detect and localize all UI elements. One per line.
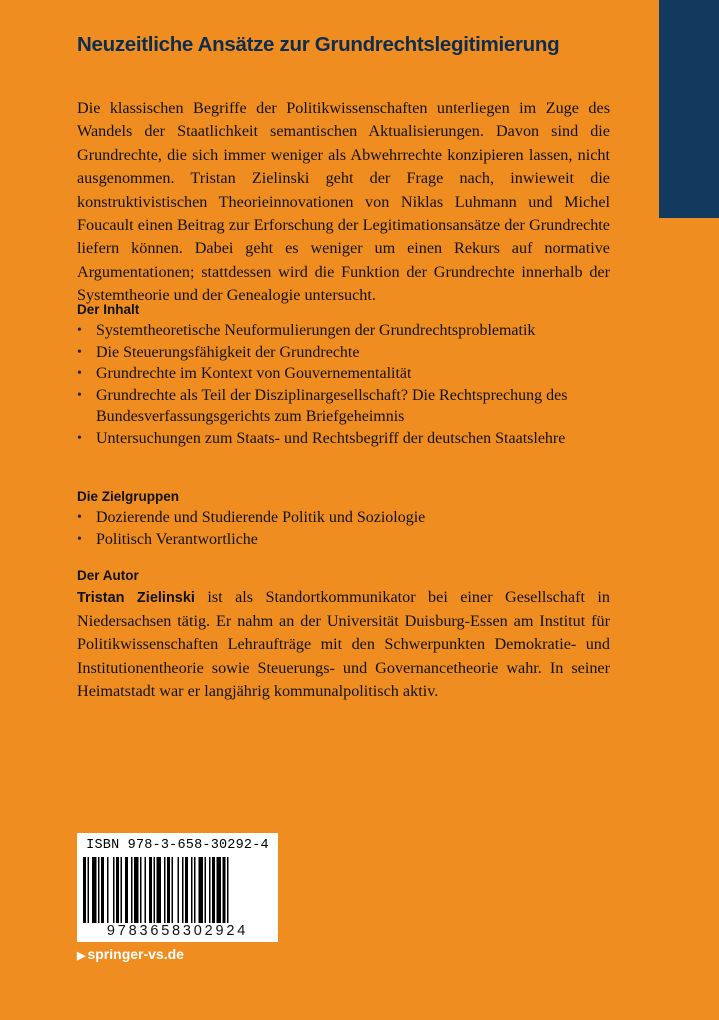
- bullet-icon: •: [77, 344, 82, 360]
- author-bio: [77, 586, 610, 703]
- bullet-icon: •: [77, 430, 82, 446]
- author-bio-text: ist als Standortkommunikator bei einer Gesellschaft in Niedersachsen tätig. Er nahm an der Universität Duisburg-Essen am Institut für Politikwissenschaften Lehraufträge mit den Schwerpunkten Demokratie- und Institutionentheorie sowie Steuerungs- und Governancetheorie wahr. In seiner Heimatstadt war er langjährig kommunalpolitisch aktiv.: [77, 588, 611, 700]
- barcode-digits: 9783658302924: [106, 923, 249, 939]
- blurb-paragraph: Die klassischen Begriffe der Politikwissenschaften unterliegen im Zuge des Wandels der Staatlichkeit semantischen Aktualisierungen. Davon sind die Grundrechte, die sich immer weniger als Abwehrrechte konzipieren lassen, nicht ausgenommen. Tristan Zielinski geht der Frage nach, inwieweit die konstruktivistischen Theorieinnovationen von Niklas Luhmann und Michel Foucault einen Beitrag zur Erforschung der Legitimationsansätze der Grundrechte liefern können. Dabei geht es weniger um einen Rekurs auf normative Argumentationen; stattdessen wird die Funktion der Grundrechte innerhalb der Systemtheorie und der Genealogie untersucht.: [77, 99, 610, 305]
- list-item: • Politisch Verantwortliche: [77, 529, 610, 551]
- list-item: • Grundrechte im Kontext von Gouvernementalität: [77, 363, 610, 385]
- section-inhalt: [77, 302, 610, 449]
- inhalt-list: [77, 320, 610, 449]
- bullet-icon: •: [77, 387, 82, 403]
- blurb-text: [77, 97, 610, 308]
- list-item: • Die Steuerungsfähigkeit der Grundrechte: [77, 342, 610, 364]
- bullet-icon: •: [77, 366, 82, 381]
- barcode-icon: [83, 857, 272, 923]
- isbn-label: ISBN 978-3-658-30292-4: [86, 838, 269, 853]
- bullet-icon: •: [77, 510, 82, 525]
- section-heading: Der Autor: [77, 568, 139, 583]
- back-cover-title: Neuzeitliche Ansätze zur Grundrechtslegitimierung: [77, 33, 560, 56]
- author-name: Tristan Zielinski: [77, 590, 195, 606]
- list-item: • Dozierende und Studierende Politik und Soziologie: [77, 507, 610, 529]
- arrow-right-icon: ▶: [77, 950, 86, 962]
- website-link[interactable]: ▶ springer-vs.de: [77, 946, 184, 962]
- side-color-band: [659, 0, 719, 218]
- zielgruppen-list: [77, 507, 610, 550]
- section-autor: [77, 568, 610, 703]
- section-zielgruppen: [77, 489, 610, 550]
- section-heading: Die Zielgruppen: [77, 489, 180, 504]
- bullet-icon: •: [77, 323, 82, 338]
- barcode-box: [77, 833, 278, 942]
- list-item: • Untersuchungen zum Staats- und Rechtsbegriff der deutschen Staatslehre: [77, 428, 610, 450]
- list-item: • Systemtheoretische Neuformulierungen der Grundrechtsproblematik: [77, 320, 610, 342]
- section-heading: Der Inhalt: [77, 302, 140, 317]
- list-item: • Grundrechte als Teil der Disziplinargesellschaft? Die Rechtsprechung des Bundesverfassungsgerichts zum Briefgeheimnis: [77, 386, 568, 425]
- bullet-icon: •: [77, 531, 82, 547]
